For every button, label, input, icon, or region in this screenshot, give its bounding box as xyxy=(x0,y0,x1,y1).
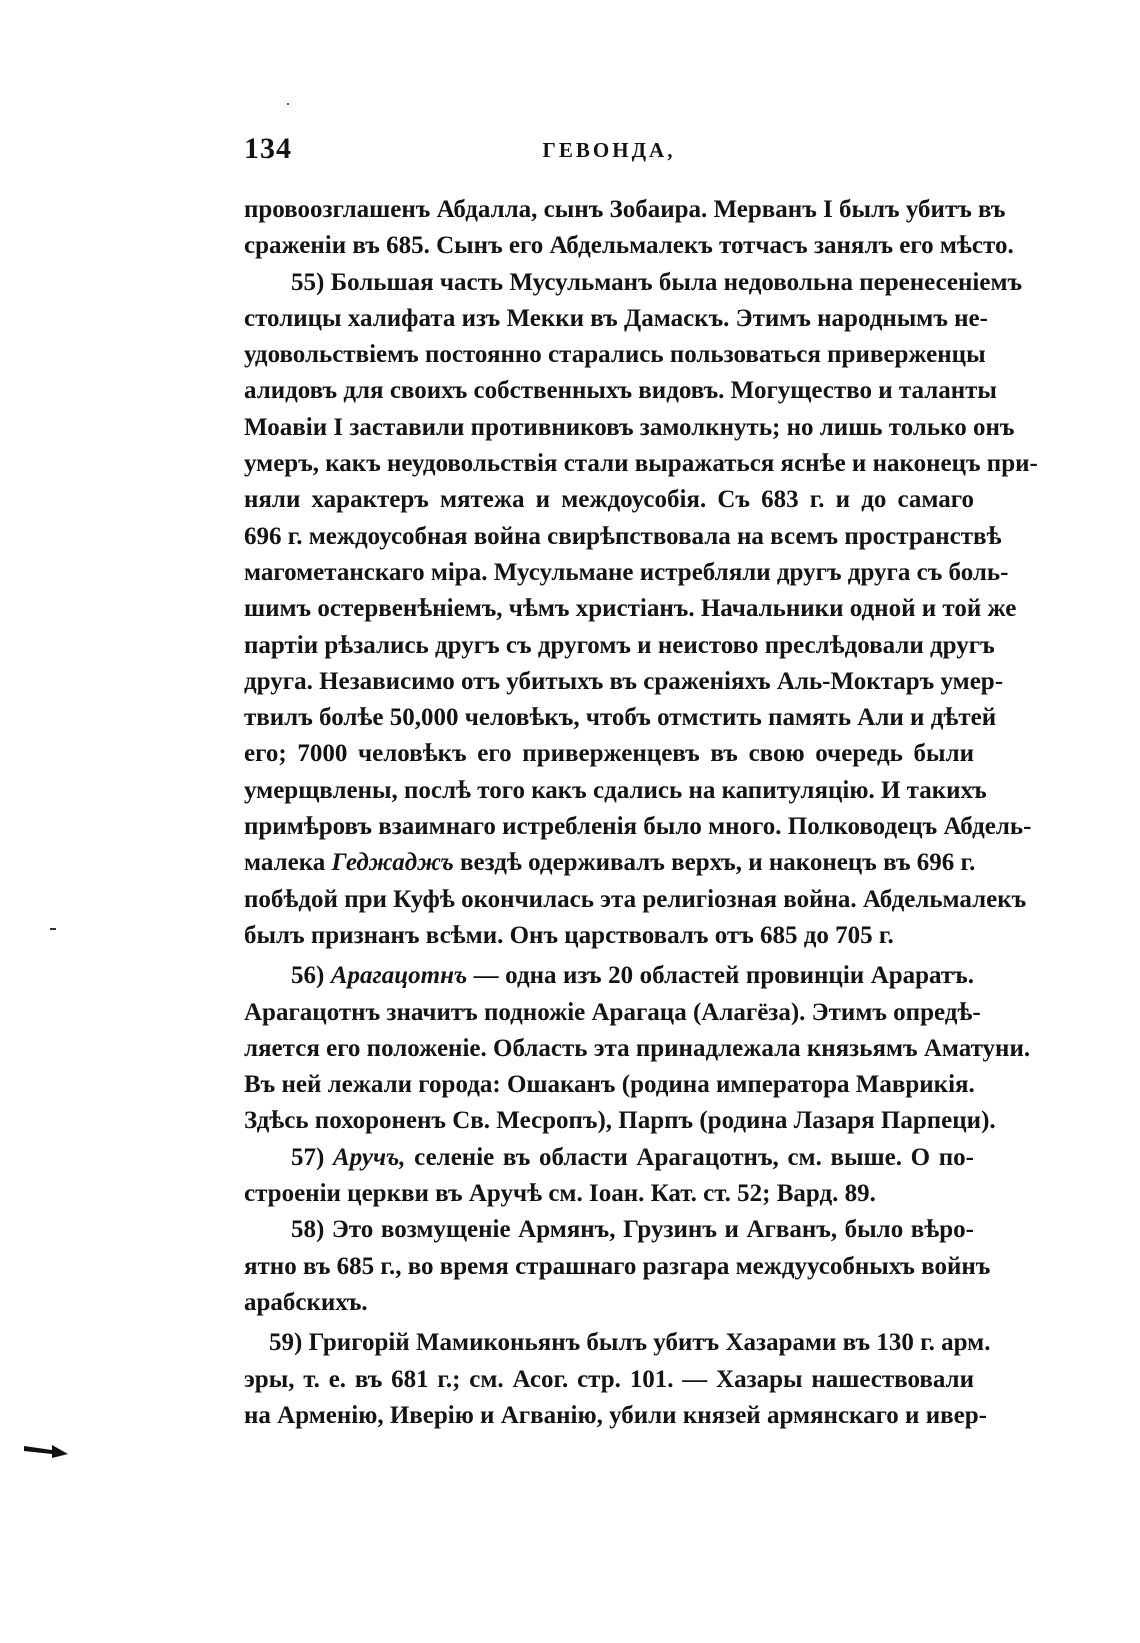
page-number: 134 xyxy=(244,132,292,165)
text-line: няли характеръ мятежа и междоусобія. Съ 683 г. и до самаго xyxy=(244,486,974,514)
note-55-line: 55) Большая часть Мусульманъ была недовольна перенесеніемъ xyxy=(291,268,1023,296)
text-line: алидовъ для своихъ собственныхъ видовъ. Могущество и таланты xyxy=(244,377,997,405)
note-56-line xyxy=(244,958,974,994)
text-line: Арагацотнъ значитъ подножіе Арагаца (Алагёза). Этимъ опредѣ- xyxy=(244,998,981,1026)
text-line: на Арменію, Иверію и Агванію, убили князей армянскаго и ивер- xyxy=(244,1401,987,1429)
text-line: магометанскаго міра. Мусульмане истребляли другъ друга съ боль- xyxy=(244,558,1009,586)
italic-name-aruch: Аручъ, xyxy=(333,1143,406,1171)
text-line: ляется его положеніе. Область эта принадлежала князьямъ Аматуни. xyxy=(244,1034,1031,1062)
note-number: 56) xyxy=(291,962,325,990)
text-line: его; 7000 человѣкъ его приверженцевъ въ свою очередь были xyxy=(244,740,974,768)
text-line: побѣдой при Куфѣ окончилась эта религіозная война. Абдельмалекъ xyxy=(244,885,1027,913)
text-line: Здѣсь похороненъ Св. Месропъ), Парпъ (родина Лазаря Парпеци). xyxy=(244,1107,996,1135)
text-line: провоозглашенъ Абдалла, сынъ Зобаира. Мерванъ I былъ убитъ въ xyxy=(244,196,1006,223)
text-line: былъ признанъ всѣми. Онъ царствовалъ отъ 685 до 705 г. xyxy=(244,921,894,949)
text-line: ятно въ 685 г., во время страшнаго разгара междуусобныхъ войнъ xyxy=(244,1252,991,1280)
page-header-title: ГЕВОНДА, xyxy=(542,138,676,162)
page-speck xyxy=(287,103,289,105)
italic-name-gedzhadzh: Геджаджъ xyxy=(331,849,454,877)
italic-name-aragatsotn: Арагацотнъ xyxy=(330,962,468,990)
text-line: столицы халифата изъ Мекки въ Дамаскъ. Этимъ народнымъ не- xyxy=(244,304,988,332)
note-57-line xyxy=(244,1140,974,1176)
text-line: строеніи церкви въ Аручѣ см. Іоан. Кат. ст. 52; Вард. 89. xyxy=(244,1180,876,1208)
text-line-mixed xyxy=(244,845,974,881)
text-fragment: малека xyxy=(244,849,326,877)
text-line: Моавіи I заставили противниковъ замолкнуть; но лишь только онъ xyxy=(244,413,1015,441)
text-fragment: вездѣ одерживалъ верхъ, и наконецъ въ 696 г. xyxy=(460,849,976,877)
text-fragment: — одна изъ 20 областей провинціи Араратъ. xyxy=(473,962,975,990)
text-line: твилъ болѣе 50,000 человѣкъ, чтобъ отмстить память Али и дѣтей xyxy=(244,704,997,732)
text-line: 696 г. междоусобная война свирѣпствовала на всемъ пространствѣ xyxy=(244,522,1002,550)
text-line: друга. Независимо отъ убитыхъ въ сраженіяхъ Аль-Моктаръ умер- xyxy=(244,667,1004,695)
note-number: 57) xyxy=(291,1143,325,1171)
text-line: партіи рѣзались другъ съ другомъ и неистово преслѣдовали другъ xyxy=(244,631,995,659)
text-line: умерщвлены, послѣ того какъ сдались на капитуляцію. И такихъ xyxy=(244,776,987,804)
text-fragment: селеніе въ области Арагацотнъ, см. выше. О по- xyxy=(414,1143,974,1171)
text-line: сраженіи въ 685. Сынъ его Абдельмалекъ тотчасъ занялъ его мѣсто. xyxy=(244,232,1014,260)
margin-arrow-mark xyxy=(22,1442,70,1460)
text-line: эры, т. е. въ 681 г.; см. Асог. стр. 101. — Хазары нашествовали xyxy=(244,1365,974,1393)
note-59-line: 59) Григорій Мамиконьянъ былъ убитъ Хазарами въ 130 г. арм. xyxy=(269,1329,991,1357)
margin-mark xyxy=(50,928,56,930)
text-line: Въ ней лежали города: Ошаканъ (родина императора Маврикія. xyxy=(244,1071,975,1099)
note-58-line: 58) Это возмущеніе Армянъ, Грузинъ и Агванъ, было вѣро- xyxy=(291,1216,974,1244)
text-line: удовольствіемъ постоянно старались пользоваться приверженцы xyxy=(244,341,986,369)
body-text xyxy=(244,192,1038,1434)
text-line: арабскихъ. xyxy=(244,1288,368,1316)
running-head xyxy=(244,132,974,172)
text-line: примѣровъ взаимнаго истребленія было много. Полководецъ Абдель- xyxy=(244,813,1032,841)
text-line: шимъ остервенѣніемъ, чѣмъ христіанъ. Начальники одной и той же xyxy=(244,595,1017,623)
text-line: умеръ, какъ неудовольствія стали выражаться яснѣе и наконецъ при- xyxy=(244,450,1038,478)
